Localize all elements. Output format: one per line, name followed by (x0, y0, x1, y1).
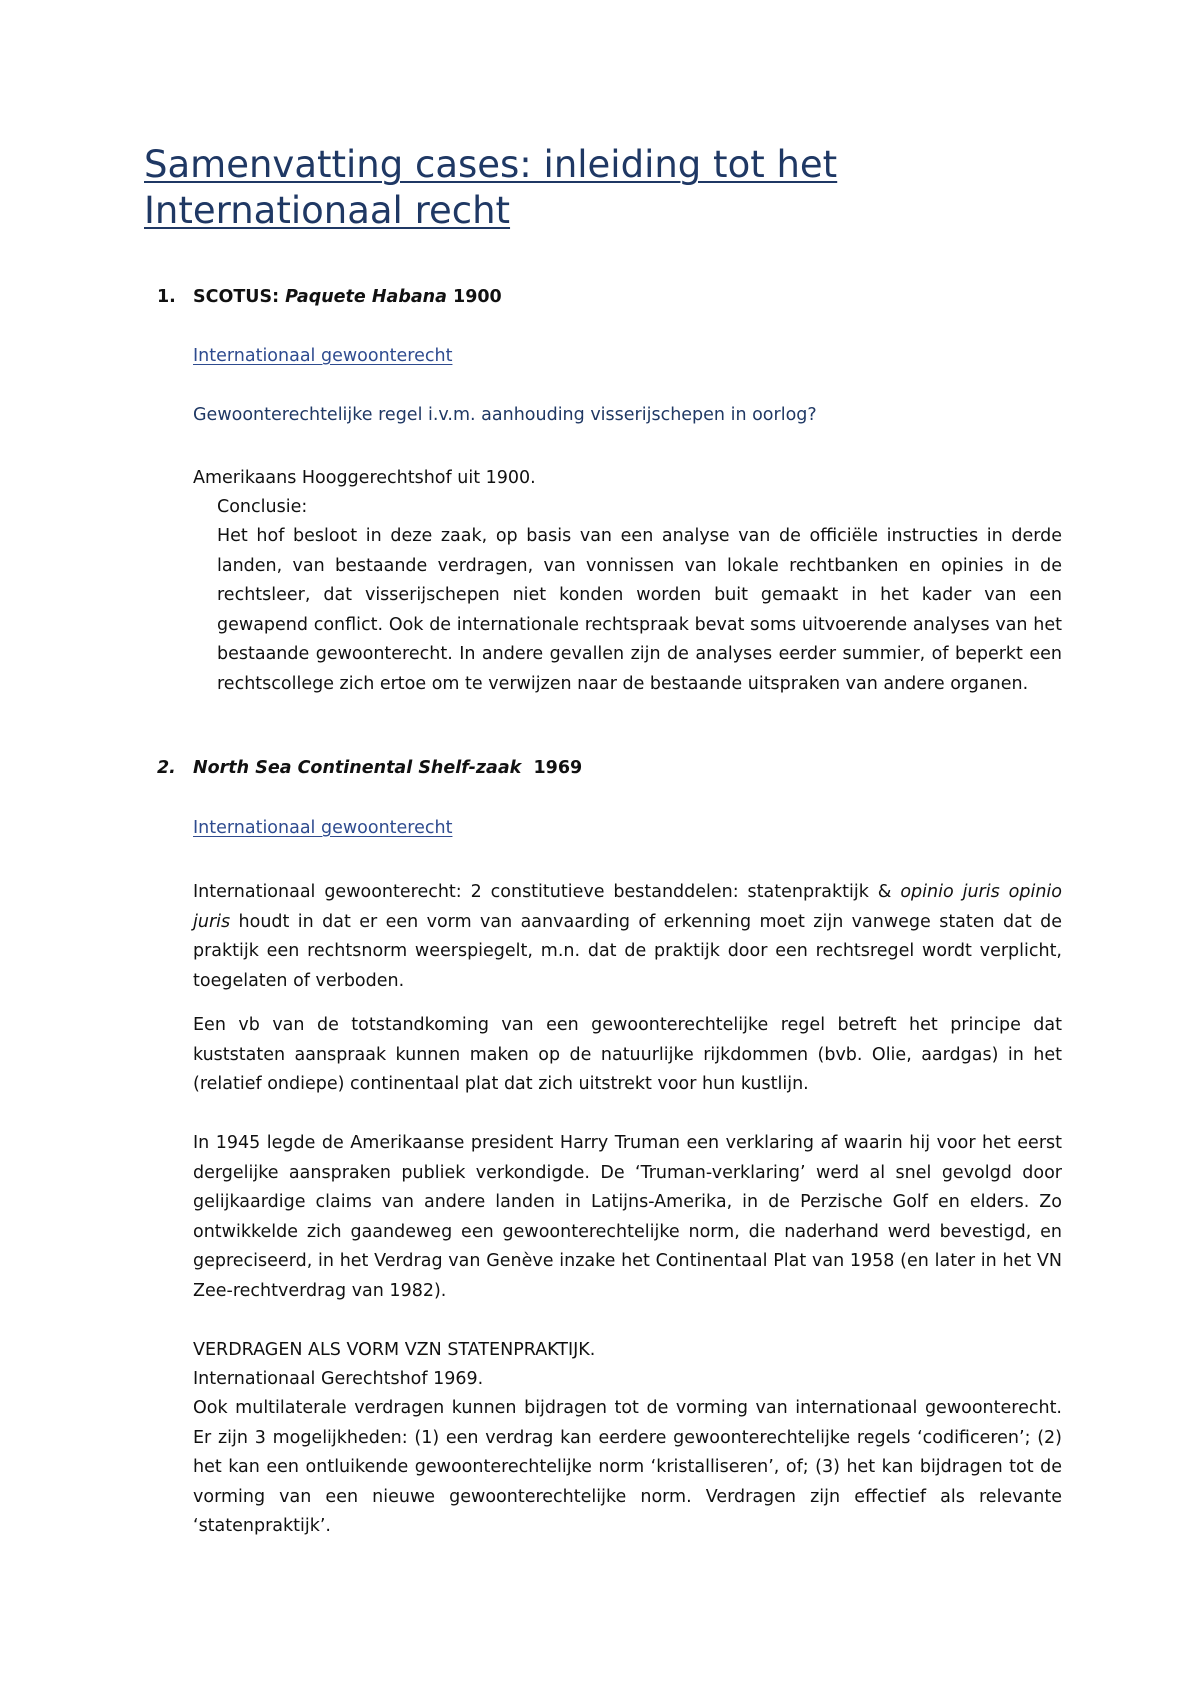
case-2-paragraph-3: In 1945 legde de Amerikaanse president Harry Truman een verklaring af waarin hij voor het eerst dergelijke aanspraken publiek verkondigde. De ‘Truman-verklaring’ werd al snel gevolgd door gelijkaardige claims van andere landen in Latijns-Amerika, in de Perzische Golf en elders. Zo ontwikkelde zich gaandeweg een gewoonterechtelijke norm, die naderhand werd bevestigd, en gepreciseerd, in het Verdrag van Genève inzake het Continentaal Plat van 1958 (en later in het VN Zee-rechtverdrag van 1982). (193, 1133, 1062, 1301)
case-2-p1-italic-1: opinio juris (900, 882, 1000, 902)
case-2-treaty-heading: VERDRAGEN ALS VORM VZN STATENPRAKTIJK. (193, 1340, 596, 1360)
case-2-treaty-text: Ook multilaterale verdragen kunnen bijdragen tot de vorming van internationaal gewoonterecht. Er zijn 3 mogelijkheden: (1) een verdrag kan eerdere gewoonterechtelijke regels ‘codificeren’; (2) het kan een ontluikende gewoonterechtelijke norm ‘kristalliseren’, of; (3) het kan bijdragen tot de vorming van een nieuwe gewoonterechtelijke norm. Verdragen zijn effectief als relevante ‘statenpraktijk’. (193, 1398, 1062, 1536)
case-2-p1-start: Internationaal gewoonterecht: 2 constitutieve bestanddelen: statenpraktijk & (193, 882, 892, 902)
case-2-treaty-court: Internationaal Gerechtshof 1969. (193, 1369, 484, 1389)
case-1-number: 1. (157, 287, 176, 307)
case-1-name: Paquete Habana (285, 287, 447, 307)
case-2-p1-italic-2: opinio juris (193, 882, 1062, 932)
case-1-court-line: Amerikaans Hooggerechtshof uit 1900. (193, 468, 536, 488)
case-1-heading (193, 287, 502, 307)
case-2-heading (193, 758, 582, 778)
document-title: Samenvatting cases: inleiding tot het Internationaal recht (144, 143, 838, 232)
case-1-court: SCOTUS: (193, 287, 280, 307)
case-2-paragraph-2: Een vb van de totstandkoming van een gewoonterechtelijke regel betreft het principe dat kuststaten aanspraak kunnen maken op de natuurlijke rijkdommen (bvb. Olie, aardgas) in het (relatief ondiepe) continentaal plat dat zich uitstrekt voor hun kustlijn. (193, 1015, 1062, 1094)
case-1-year: 1900 (453, 287, 502, 307)
case-1-question: Gewoonterechtelijke regel i.v.m. aanhouding visserijschepen in oorlog? (193, 405, 817, 425)
case-2-number: 2. (157, 758, 176, 778)
case-1-conclusion-label: Conclusie: (217, 497, 308, 517)
case-2-p1-rest: houdt in dat er een vorm van aanvaarding of erkenning moet zijn vanwege staten dat de praktijk een rechtsnorm weerspiegelt, m.n. dat de praktijk door een rechtsregel wordt verplicht, toegelaten of verboden. (193, 911, 1062, 991)
case-2-year: 1969 (533, 758, 583, 778)
case-2-name: North Sea Continental Shelf-zaak (193, 758, 522, 778)
case-1-topic: Internationaal gewoonterecht (193, 346, 453, 366)
case-2-topic: Internationaal gewoonterecht (193, 818, 453, 838)
case-2-paragraph-1 (193, 878, 1062, 996)
case-1-conclusion-text: Het hof besloot in deze zaak, op basis van een analyse van de officiële instructies in derde landen, van bestaande verdragen, van vonnissen van lokale rechtbanken en opinies in de rechtsleer, dat visserijschepen niet konden worden buit gemaakt in het kader van een gewapend conflict. Ook de internationale rechtspraak bevat soms uitvoerende analyses van het bestaande gewoonterecht. In andere gevallen zijn de analyses eerder summier, of beperkt een rechtscollege zich ertoe om te verwijzen naar de bestaande uitspraken van andere organen. (217, 526, 1062, 694)
